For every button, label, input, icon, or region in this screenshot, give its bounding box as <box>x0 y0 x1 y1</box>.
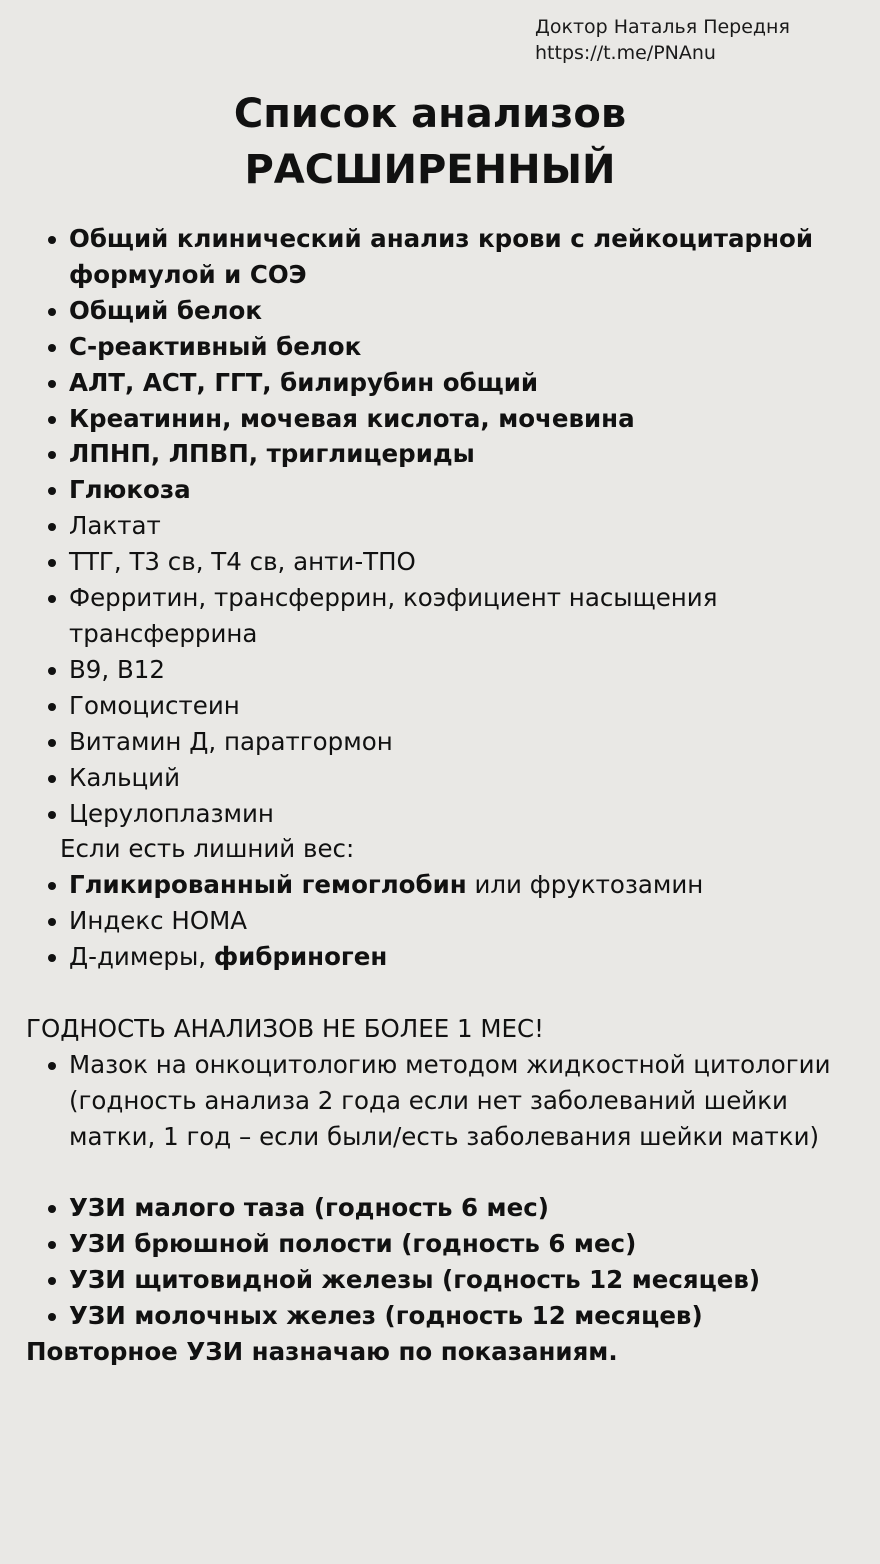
list-item: Кальций <box>26 760 860 796</box>
author-block <box>535 14 790 66</box>
list-item: Общий белок <box>26 293 860 329</box>
list-item: С-реактивный белок <box>26 329 860 365</box>
list-item: Глюкоза <box>26 472 860 508</box>
overweight-label: Если есть лишний вес: <box>60 834 355 864</box>
list-item: УЗИ малого таза (годность 6 мес) <box>26 1190 860 1226</box>
title-line-2: РАСШИРЕННЫЙ <box>244 147 616 193</box>
list-item: АЛТ, АСТ, ГГТ, билирубин общий <box>26 365 860 401</box>
list-item: Индекс НОМА <box>26 903 860 939</box>
list-item: УЗИ молочных желез (годность 12 месяцев) <box>26 1298 860 1334</box>
list-item-smear: Мазок на онкоцитологию методом жидкостной цитологии (годность анализа 2 года если нет заболеваний шейки матки, 1 год – если были/есть заболевания шейки матки) <box>26 1047 860 1155</box>
ultrasound-list <box>26 1190 860 1334</box>
list-item: Ферритин, трансферрин, коэфициент насыщения трансферрина <box>26 580 860 652</box>
spacer <box>26 975 860 1011</box>
list-item-ddimer <box>26 939 860 975</box>
final-note: Повторное УЗИ назначаю по показаниям. <box>26 1337 618 1367</box>
author-name: Доктор Наталья Передня <box>535 16 790 38</box>
smear-list <box>26 1047 860 1155</box>
overweight-tests-list <box>26 867 860 975</box>
basic-tests-list <box>26 221 860 508</box>
list-item: УЗИ щитовидной железы (годность 12 месяцев) <box>26 1262 860 1298</box>
fibrinogen-text: фибриноген <box>213 942 388 972</box>
list-item: Гомоцистеин <box>26 688 860 724</box>
list-item: Лактат <box>26 508 860 544</box>
title-line-1: Список анализов <box>233 91 627 137</box>
list-item-glycated <box>26 867 860 903</box>
list-item: В9, В12 <box>26 652 860 688</box>
list-item: УЗИ брюшной полости (годность 6 мес) <box>26 1226 860 1262</box>
page-title <box>0 86 860 198</box>
list-item: Креатинин, мочевая кислота, мочевина <box>26 401 860 437</box>
extended-tests-list <box>26 508 860 831</box>
list-item: Общий клинический анализ крови с лейкоцитарной формулой и СОЭ <box>26 221 860 293</box>
list-item: ТТГ, Т3 св, Т4 св, анти-ТПО <box>26 544 860 580</box>
list-item: Витамин Д, паратгормон <box>26 724 860 760</box>
author-link[interactable]: https://t.me/PNAnu <box>535 42 716 64</box>
validity-warning: ГОДНОСТЬ АНАЛИЗОВ НЕ БОЛЕЕ 1 МЕС! <box>26 1013 544 1043</box>
glycated-hemoglobin-text: Гликированный гемоглобин <box>69 870 467 900</box>
spacer <box>26 1155 860 1191</box>
analysis-content <box>26 221 860 1370</box>
ddimer-text: Д-димеры, <box>69 942 214 972</box>
fructosamine-text: или фруктозамин <box>466 870 704 900</box>
list-item: ЛПНП, ЛПВП, триглицериды <box>26 436 860 472</box>
list-item: Церулоплазмин <box>26 796 860 832</box>
